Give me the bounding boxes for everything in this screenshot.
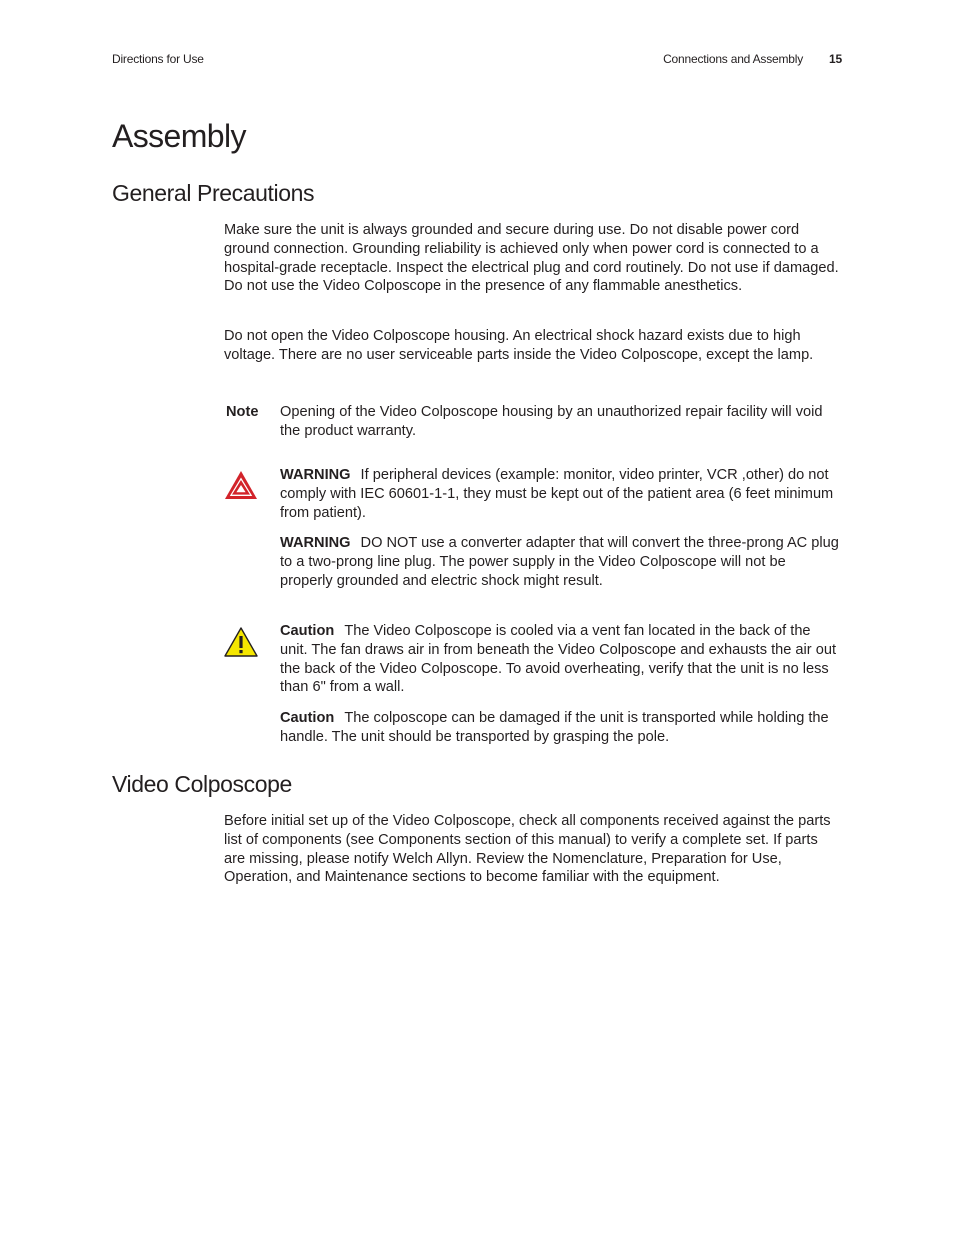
- warning-text: DO NOT use a converter adapter that will convert the three-prong AC plug to a two-prong line plug. The power supply in the Video Colposcope will not be properly grounded and electric shock might result.: [280, 535, 839, 589]
- header-right: [663, 52, 842, 66]
- caution-text: The Video Colposcope is cooled via a vent fan located in the back of the unit. The fan draws air in from beneath the Video Colposcope and exhausts the air out the back of the Video Colposcope. To avoid overheating, verify that the unit is no less than 6" from a wall.: [280, 623, 836, 696]
- header-section-name: Connections and Assembly: [663, 52, 804, 66]
- caution-label: Caution: [280, 710, 335, 726]
- section-heading-video-colposcope: Video Colposcope: [112, 771, 292, 797]
- paragraph-housing: Do not open the Video Colposcope housing. An electrical shock hazard exists due to high voltage. There are no user serviceable parts inside the Video Colposcope, except the lamp.: [224, 328, 814, 363]
- warning-peripheral-devices: [280, 466, 840, 522]
- page-title: Assembly: [112, 118, 246, 154]
- caution-transport: [280, 709, 840, 747]
- caution-label: Caution: [280, 623, 335, 639]
- warning-label: WARNING: [280, 467, 351, 483]
- page-number: 15: [829, 52, 842, 66]
- paragraph-initial-setup: Before initial set up of the Video Colposcope, check all components received against the parts list of components (see Components section of this manual) to verify a complete set. If parts are missing, please notify Welch Allyn. Review the Nomenclature, Preparation for Use, Operation, and Maintenance sections to become familiar with the equipment.: [224, 813, 831, 886]
- caution-text: The colposcope can be damaged if the unit is transported while holding the handle. The unit should be transported by grasping the pole.: [280, 710, 829, 745]
- note-text: Opening of the Video Colposcope housing by an unauthorized repair facility will void the product warranty.: [280, 404, 823, 439]
- header-doc-title: Directions for Use: [112, 52, 204, 66]
- warning-text: If peripheral devices (example: monitor, video printer, VCR ,other) do not comply with IEC 60601-1-1, they must be kept out of the patient area (6 feet minimum from patient).: [280, 467, 834, 521]
- warning-triangle-icon: [223, 469, 259, 501]
- caution-vent-fan: [280, 622, 840, 697]
- warning-label: WARNING: [280, 535, 351, 551]
- paragraph-grounding: Make sure the unit is always grounded and secure during use. Do not disable power cord ground connection. Grounding reliability is achieved only when power cord is connected to a hospital-grade receptacle. Inspect the electrical plug and cord routinely. Do not use if damaged. Do not use the Video Colposcope in the presence of any flammable anesthetics.: [224, 222, 839, 295]
- running-header: [112, 52, 842, 70]
- note-label: Note: [226, 404, 259, 420]
- section-heading-general-precautions: General Precautions: [112, 180, 315, 206]
- warning-converter-adapter: [280, 534, 840, 590]
- caution-exclamation-icon: [223, 626, 259, 658]
